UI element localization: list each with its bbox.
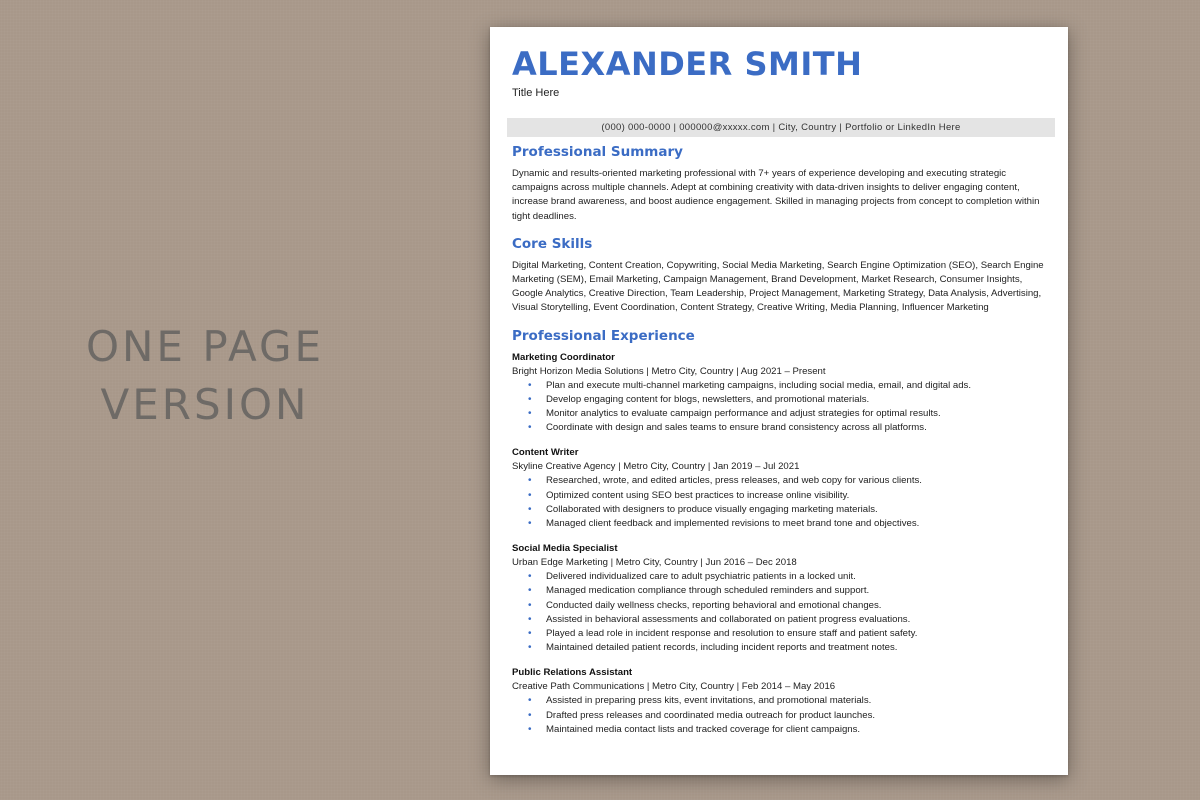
job-entry xyxy=(512,446,1046,531)
job-bullet: • Plan and execute multi-channel marketing campaigns, including social media, email, and digital ads. xyxy=(546,379,1046,393)
job-bullet: • Assisted in preparing press kits, event invitations, and promotional materials. xyxy=(546,694,1046,708)
side-label xyxy=(60,318,350,434)
job-bullet: • Coordinate with design and sales teams to ensure brand consistency across all platforms. xyxy=(546,421,1046,435)
job-bullet: • Assisted in behavioral assessments and collaborated on patient progress evaluations. xyxy=(546,613,1046,627)
resume-page xyxy=(490,27,1068,775)
job-bullets xyxy=(512,379,1046,436)
job-title: Social Media Specialist xyxy=(512,543,618,555)
job-entry xyxy=(512,351,1046,436)
skills-section xyxy=(512,236,1046,316)
job-bullet: • Conducted daily wellness checks, reporting behavioral and emotional changes. xyxy=(546,599,1046,613)
experience-section xyxy=(512,328,1046,737)
resume-title: Title Here xyxy=(512,87,560,99)
job-bullet: • Researched, wrote, and edited articles, press releases, and web copy for various clients. xyxy=(546,474,1046,488)
job-bullet: • Collaborated with designers to produce visually engaging marketing materials. xyxy=(546,503,1046,517)
job-entry xyxy=(512,542,1046,655)
job-bullet: • Optimized content using SEO best practices to increase online visibility. xyxy=(546,489,1046,503)
side-label-line1: ONE PAGE xyxy=(85,322,325,371)
job-title: Content Writer xyxy=(512,447,579,459)
job-bullet: • Managed client feedback and implemented revisions to meet brand tone and objectives. xyxy=(546,517,1046,531)
job-title: Public Relations Assistant xyxy=(512,667,633,679)
resume-name: ALEXANDER SMITH xyxy=(512,45,863,83)
job-bullets xyxy=(512,694,1046,737)
job-bullet: • Drafted press releases and coordinated media outreach for product launches. xyxy=(546,709,1046,723)
experience-heading: Professional Experience xyxy=(512,327,695,344)
side-label-line2: VERSION xyxy=(100,380,310,429)
job-bullets xyxy=(512,570,1046,655)
job-meta: Bright Horizon Media Solutions | Metro City, Country | Aug 2021 – Present xyxy=(512,365,826,377)
job-title: Marketing Coordinator xyxy=(512,351,615,363)
job-bullet: • Played a lead role in incident response and resolution to ensure staff and patient safety. xyxy=(546,627,1046,641)
job-bullet: • Delivered individualized care to adult psychiatric patients in a locked unit. xyxy=(546,570,1046,584)
job-meta: Creative Path Communications | Metro City, Country | Feb 2014 – May 2016 xyxy=(512,681,836,693)
job-bullet: • Develop engaging content for blogs, newsletters, and promotional materials. xyxy=(546,393,1046,407)
job-entry xyxy=(512,666,1046,737)
contact-bar: (000) 000-0000 | 000000@xxxxx.com | City, Country | Portfolio or LinkedIn Here xyxy=(507,118,1055,137)
job-meta: Skyline Creative Agency | Metro City, Country | Jan 2019 – Jul 2021 xyxy=(512,461,800,473)
summary-section xyxy=(512,144,1046,224)
summary-heading: Professional Summary xyxy=(512,144,683,160)
job-bullet: • Managed medication compliance through scheduled reminders and support. xyxy=(546,584,1046,598)
job-bullet: • Monitor analytics to evaluate campaign performance and adjust strategies for optimal results. xyxy=(546,407,1046,421)
job-bullet: • Maintained detailed patient records, including incident reports and treatment notes. xyxy=(546,641,1046,655)
resume-content xyxy=(512,144,1046,749)
job-bullet: • Maintained media contact lists and tracked coverage for client campaigns. xyxy=(546,723,1046,737)
skills-text: Digital Marketing, Content Creation, Copywriting, Social Media Marketing, Search Engine Optimization (SEO), Search Engine Marketing (SEM), Email Marketing, Campaign Management, Brand Development, Market Research, Consumer Insights, Google Analytics, Creative Direction, Team Leadership, Project Management, Marketing Strategy, Data Analysis, Advertising, Visual Storytelling, Event Coordination, Content Strategy, Creative Writing, Media Planning, Influencer Marketing xyxy=(512,259,1044,314)
skills-heading: Core Skills xyxy=(512,235,593,252)
summary-text: Dynamic and results-oriented marketing professional with 7+ years of experience developing and executing strategic campaigns across multiple channels. Adept at combining creativity with data-driven insights to deliver engaging content, increase brand awareness, and boost audience engagement. Skilled in managing projects from concept to completion within tight deadlines. xyxy=(512,168,1040,222)
job-bullets xyxy=(512,474,1046,531)
job-meta: Urban Edge Marketing | Metro City, Country | Jun 2016 – Dec 2018 xyxy=(512,557,797,569)
